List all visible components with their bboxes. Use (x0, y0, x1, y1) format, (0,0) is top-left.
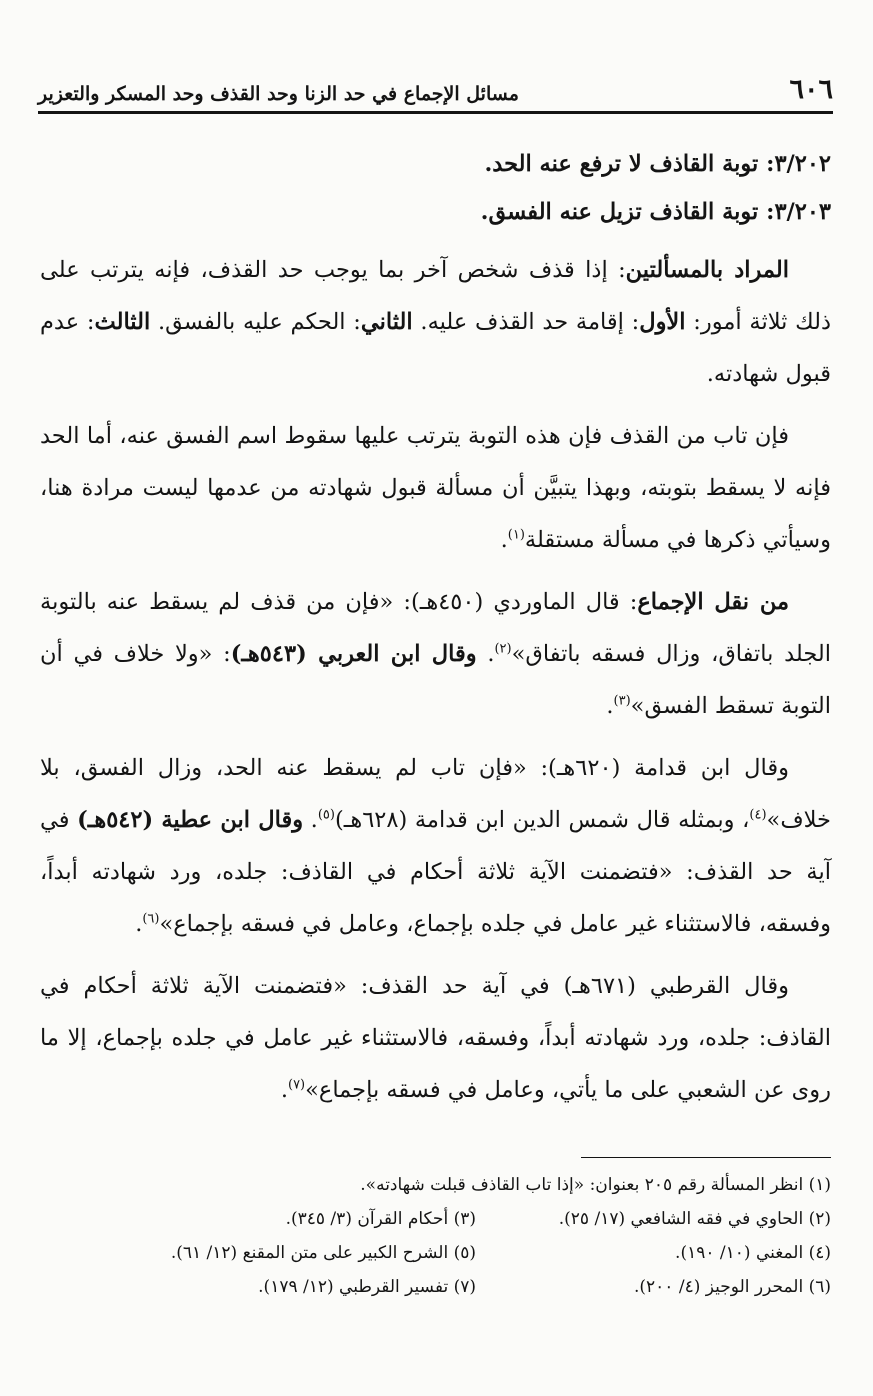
issue-heading-2: ٣/٢٠٣: توبة القاذف تزيل عنه الفسق. (480, 199, 831, 225)
text-run: وقال القرطبي (٦٧١هـ) في آية حد القذف: «فتضمنت الآية ثلاثة أحكام في القاذف: جلده، ورد شهادته أبداً، وفسقه، فالاستثناء غير عامل في جلده بإجماع، إلا ما روى عن الشعبي على ما يأتي، وعامل في فسقه بإجماع» (40, 973, 831, 1103)
text-run: : قال الماوردي (٤٥٠هـ): «فإن من قذف لم يسقط عنه بالتوبة الجلد باتفاق، وزال فسقه باتفاق» (40, 589, 831, 667)
paragraph-consensus (40, 576, 831, 732)
text-run: . (280, 1077, 288, 1103)
paragraph-definition (40, 244, 831, 400)
issue-heading-1: ٣/٢٠٢: توبة القاذف لا ترفع عنه الحد. (484, 151, 831, 177)
text-run: وقال ابن قدامة (٦٢٠هـ): «فإن تاب لم يسقط عنه الحد، وزال الفسق، بلا خلاف» (40, 755, 831, 833)
footnote-ref-6[interactable]: (٦) (142, 911, 160, 927)
footnote-ref-4[interactable]: (٤) (749, 807, 767, 823)
footnote-6: (٦) المحرر الوجيز (٤/ ٢٠٠). (634, 1277, 831, 1297)
footnote-ref-5[interactable]: (٥) (317, 807, 335, 823)
page-header (38, 58, 833, 114)
second-label: الثاني (360, 309, 413, 335)
ibn-atiyya-citation: وقال ابن عطية (٥٤٢هـ) (77, 807, 304, 833)
footnote-3: (٣) أحكام القرآن (٣/ ٣٤٥). (285, 1209, 476, 1229)
footnote-divider (581, 1157, 831, 1158)
text-run: : إقامة حد القذف عليه. (412, 309, 640, 335)
footnote-4: (٤) المغني (١٠/ ١٩٠). (675, 1243, 831, 1263)
paragraph-repentance (40, 410, 831, 566)
paragraph-qurtubi (40, 960, 831, 1116)
footnote-ref-2[interactable]: (٢) (494, 641, 512, 657)
text-run: . (135, 911, 143, 937)
footnote-ref-7[interactable]: (٧) (287, 1077, 306, 1093)
footnote-5: (٥) الشرح الكبير على متن المقنع (١٢/ ٦١). (170, 1243, 476, 1263)
paragraph-ibn-qudama (40, 742, 831, 950)
footnote-1: (١) انظر المسألة رقم ٢٠٥ بعنوان: «إذا تاب القاذف قبلت شهادته». (360, 1175, 831, 1195)
footnote-ref-3[interactable]: (٣) (613, 693, 631, 709)
page-number: ٦٠٦ (789, 74, 833, 105)
definition-lead: المراد بالمسألتين (625, 257, 790, 283)
text-run: فإن تاب من القذف فإن هذه التوبة يترتب عليها سقوط اسم الفسق عنه، أما الحد فإنه لا يسقط بتوبته، وبهذا يتبيَّن أن مسألة قبول شهادته من عدمها ليست مرادة هنا، وسيأتي ذكرها في مسألة مستقلة (40, 423, 831, 553)
text-run: . (606, 693, 614, 719)
text-run: : الحكم عليه بالفسق. (150, 309, 361, 335)
footnote-2: (٢) الحاوي في فقه الشافعي (١٧/ ٢٥). (558, 1209, 831, 1229)
text-run: في آية حد القذف: «فتضمنت الآية ثلاثة أحكام في القاذف: جلده، ورد شهادته أبداً، وفسقه، فالاستثناء غير عامل في جلده بإجماع، وعامل في فسقه بإجماع» (40, 807, 831, 937)
footnotes (42, 1168, 831, 1304)
text-run: . (303, 807, 318, 833)
text-run: : «ولا خلاف في أن التوبة تسقط الفسق» (40, 641, 831, 719)
text-run: . (476, 641, 495, 667)
text-run: . (500, 527, 508, 553)
text-run: : إذا قذف شخص آخر بما يوجب حد القذف، فإنه يترتب على ذلك ثلاثة أمور: (40, 257, 831, 335)
text-run: : عدم قبول شهادته. (40, 309, 831, 387)
footnote-ref-1[interactable]: (١) (507, 527, 525, 543)
ibn-arabi-citation: وقال ابن العربي (٥٤٣هـ) (230, 641, 477, 667)
running-title: مسائل الإجماع في حد الزنا وحد القذف وحد المسكر والتعزير (38, 83, 519, 105)
footnote-7: (٧) تفسير القرطبي (١٢/ ١٧٩). (258, 1277, 476, 1297)
consensus-lead: من نقل الإجماع (637, 589, 789, 615)
third-label: الثالث (94, 309, 151, 335)
first-label: الأول (639, 309, 686, 335)
text-run: ، وبمثله قال شمس الدين ابن قدامة (٦٢٨هـ) (334, 807, 750, 833)
